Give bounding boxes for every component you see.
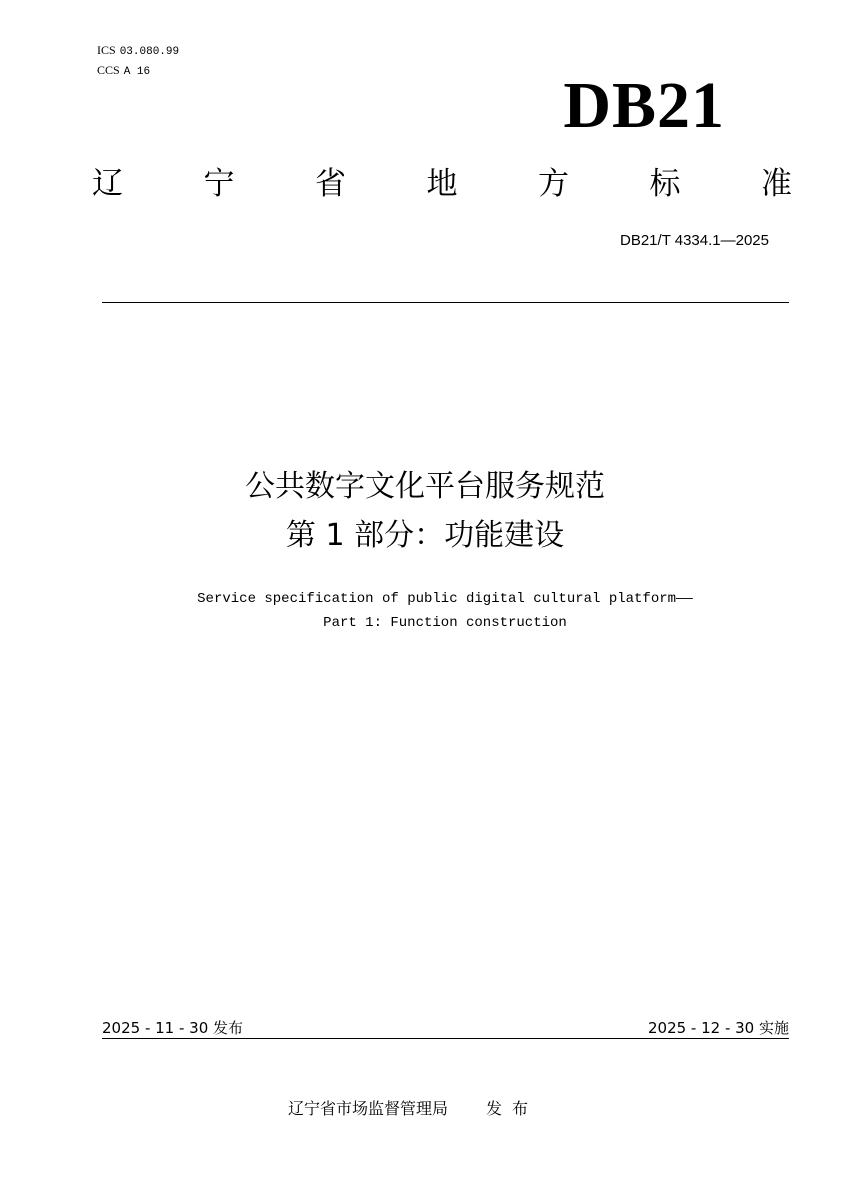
standard-type-char: 宁 xyxy=(203,166,235,202)
footer-divider xyxy=(102,1038,789,1039)
issuer-verb: 发布 xyxy=(486,1099,539,1118)
header-divider xyxy=(102,302,789,303)
standard-number: DB21/T 4334.1—2025 xyxy=(620,232,769,249)
title-cn-main: 公共数字文化平台服务规范 xyxy=(245,469,605,504)
standard-type-char: 辽 xyxy=(92,166,123,202)
title-cn-part: 第 1 部分：功能建设 xyxy=(285,518,565,553)
standard-type-char: 标 xyxy=(649,166,681,202)
title-en-part: Part 1: Function construction xyxy=(323,615,567,631)
ics-value: 03.080.99 xyxy=(119,46,180,58)
ics-label: ICS xyxy=(97,43,116,57)
standard-type xyxy=(92,162,792,206)
title-en-main: Service specification of public digital cultural platform—— xyxy=(197,591,693,607)
standard-type-char: 方 xyxy=(538,166,569,202)
ccs-code xyxy=(97,61,179,81)
standard-type-char: 省 xyxy=(315,166,346,202)
issuer-name: 辽宁省市场监督管理局 xyxy=(288,1099,449,1118)
issue-date: 2025 - 11 - 30 发布 xyxy=(102,1019,244,1037)
ccs-label: CCS xyxy=(97,63,120,77)
standard-type-char: 准 xyxy=(761,166,792,202)
implementation-date: 2025 - 12 - 30 实施 xyxy=(647,1019,789,1037)
standard-mark: DB21 xyxy=(563,69,725,142)
ics-code xyxy=(97,41,179,61)
standard-type-char: 地 xyxy=(426,166,458,202)
issuing-authority xyxy=(288,1098,538,1120)
classification-codes xyxy=(97,41,179,81)
ccs-value: A 16 xyxy=(123,66,151,78)
